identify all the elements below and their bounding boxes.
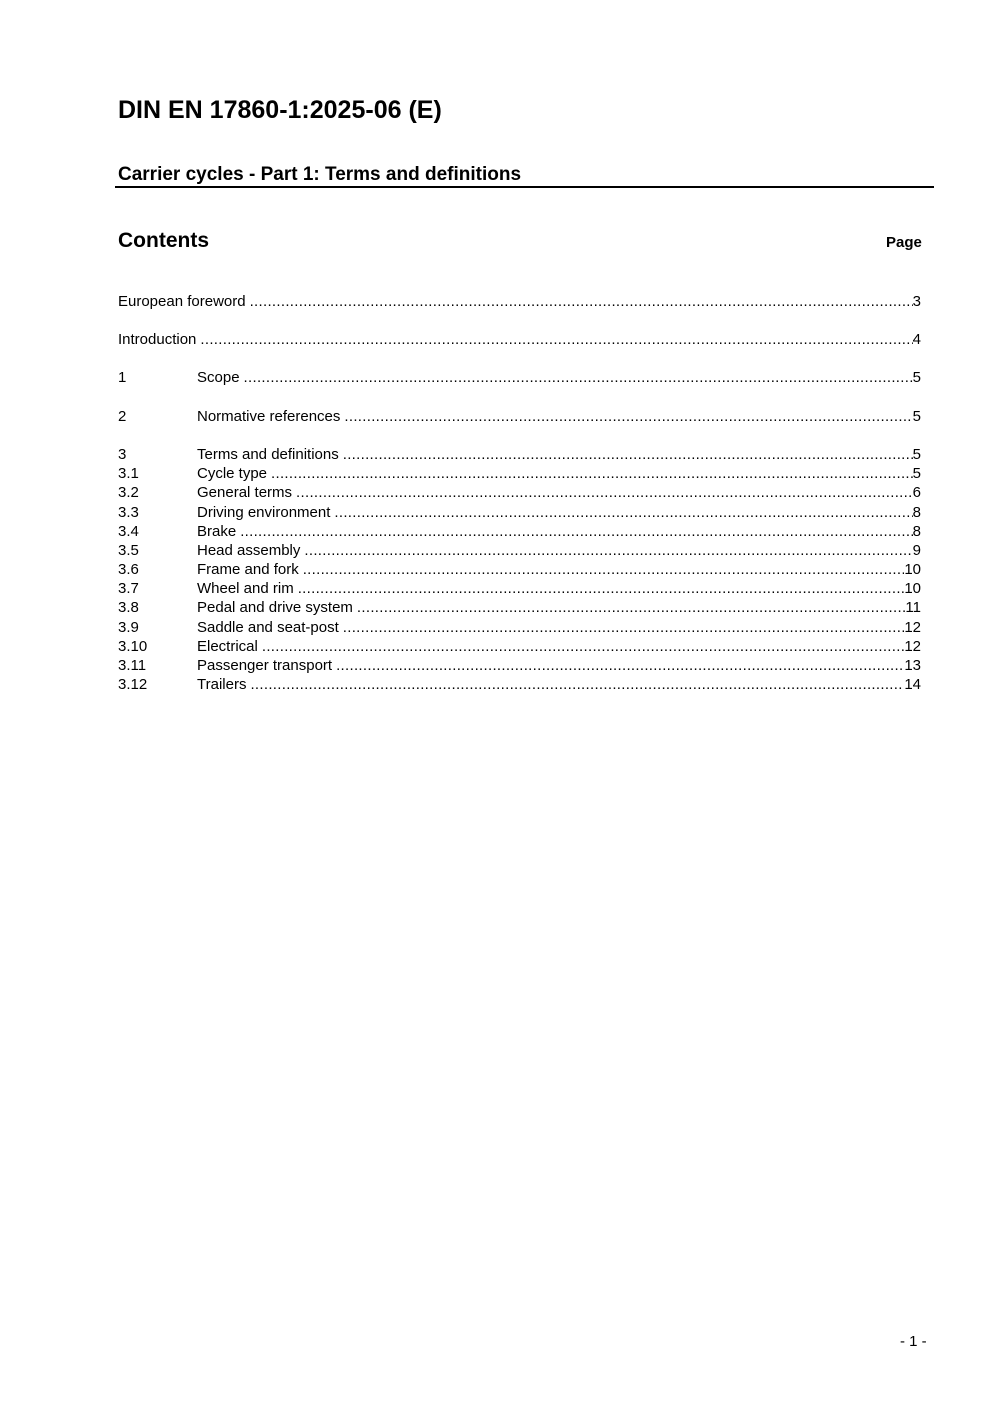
toc-leader-dots xyxy=(357,598,906,617)
toc-entry-page: 10 xyxy=(904,580,921,597)
toc-leader-dots xyxy=(250,675,904,694)
toc-entry-page: 14 xyxy=(904,676,921,693)
toc-entry-saddle-and-seat-post[interactable] xyxy=(118,618,921,637)
toc-entry-electrical[interactable] xyxy=(118,637,921,656)
toc-entry-title: Brake xyxy=(197,523,237,540)
toc-entry-number: 2 xyxy=(118,408,127,425)
toc-entry-page: 5 xyxy=(912,465,921,482)
toc-entry-page: 5 xyxy=(912,446,921,463)
toc-entry-page: 4 xyxy=(912,331,921,348)
toc-entry-title: Introduction xyxy=(118,331,197,348)
toc-entry-page: 12 xyxy=(904,638,921,655)
toc-entry-title: Head assembly xyxy=(197,542,301,559)
toc-entry-number: 3.2 xyxy=(118,484,139,501)
toc-entry-page: 5 xyxy=(912,408,921,425)
toc-entry-title: Terms and definitions xyxy=(197,446,339,463)
toc-entry-number: 3.5 xyxy=(118,542,139,559)
toc-entry-title: Frame and fork xyxy=(197,561,299,578)
toc-entry-driving-environment[interactable] xyxy=(118,503,921,522)
toc-entry-title: Driving environment xyxy=(197,504,331,521)
toc-entry-passenger-transport[interactable] xyxy=(118,656,921,675)
toc-entry-pedal-and-drive-system[interactable] xyxy=(118,598,921,617)
toc-entry-head-assembly[interactable] xyxy=(118,541,921,560)
toc-entry-terms-and-definitions[interactable] xyxy=(118,445,921,464)
toc-entry-introduction[interactable] xyxy=(118,330,921,349)
toc-entry-number: 3.6 xyxy=(118,561,139,578)
toc-entry-title: General terms xyxy=(197,484,293,501)
toc-entry-number: 3.4 xyxy=(118,523,139,540)
toc-entry-title: Passenger transport xyxy=(197,657,333,674)
toc-entry-title: Wheel and rim xyxy=(197,580,294,597)
toc-entry-title: Scope xyxy=(197,369,240,386)
toc-leader-dots xyxy=(244,368,913,387)
toc-leader-dots xyxy=(343,618,905,637)
toc-entry-normative-references[interactable] xyxy=(118,407,921,426)
toc-leader-dots xyxy=(262,637,904,656)
toc-leader-dots xyxy=(296,483,913,502)
toc-entry-scope[interactable] xyxy=(118,368,921,387)
toc-entry-number: 1 xyxy=(118,369,127,386)
toc-leader-dots xyxy=(250,292,913,311)
toc-entry-page: 11 xyxy=(905,599,921,616)
toc-leader-dots xyxy=(334,503,912,522)
toc-entry-number: 3.9 xyxy=(118,619,139,636)
toc-leader-dots xyxy=(298,579,905,598)
toc-entry-page: 8 xyxy=(912,523,921,540)
toc-leader-dots xyxy=(344,407,912,426)
toc-entry-title: Electrical xyxy=(197,638,258,655)
toc-entry-number: 3.12 xyxy=(118,676,148,693)
toc-entry-page: 10 xyxy=(904,561,921,578)
toc-entry-trailers[interactable] xyxy=(118,675,921,694)
toc-entry-title: Saddle and seat-post xyxy=(197,619,339,636)
toc-entry-page: 8 xyxy=(912,504,921,521)
toc-entry-title: Trailers xyxy=(197,676,247,693)
title-rule xyxy=(115,186,934,188)
toc-entry-title: European foreword xyxy=(118,293,246,310)
toc-entry-page: 13 xyxy=(904,657,921,674)
toc-leader-dots xyxy=(200,330,912,349)
toc-entry-page: 3 xyxy=(912,293,921,310)
toc-entry-page: 9 xyxy=(912,542,921,559)
toc-entry-number: 3.3 xyxy=(118,504,139,521)
document-subtitle: Carrier cycles - Part 1: Terms and definitions xyxy=(118,164,522,185)
toc-leader-dots xyxy=(304,541,912,560)
toc-entry-number: 3.8 xyxy=(118,599,139,616)
toc-leader-dots xyxy=(240,522,912,541)
toc-entry-title: Cycle type xyxy=(197,465,268,482)
toc-leader-dots xyxy=(343,445,913,464)
toc-entry-general-terms[interactable] xyxy=(118,483,921,502)
toc-entry-number: 3.11 xyxy=(118,657,147,674)
page-column-heading: Page xyxy=(886,234,922,251)
toc-leader-dots xyxy=(271,464,913,483)
toc-entry-wheel-and-rim[interactable] xyxy=(118,579,921,598)
document-title: DIN EN 17860-1:2025-06 (E) xyxy=(118,96,442,124)
toc-entry-page: 5 xyxy=(912,369,921,386)
toc-entry-cycle-type[interactable] xyxy=(118,464,921,483)
toc-leader-dots xyxy=(336,656,904,675)
toc-entry-frame-and-fork[interactable] xyxy=(118,560,921,579)
toc-leader-dots xyxy=(303,560,905,579)
toc-entry-page: 12 xyxy=(904,619,921,636)
toc-entry-number: 3.1 xyxy=(118,465,139,482)
toc-entry-number: 3.10 xyxy=(118,638,148,655)
page-number: - 1 - xyxy=(900,1333,927,1350)
toc-entry-title: Pedal and drive system xyxy=(197,599,353,616)
toc-entry-page: 6 xyxy=(912,484,921,501)
toc-entry-title: Normative references xyxy=(197,408,341,425)
contents-heading: Contents xyxy=(118,229,209,252)
toc-entry-number: 3 xyxy=(118,446,127,463)
toc-entry-european-foreword[interactable] xyxy=(118,292,921,311)
toc-entry-brake[interactable] xyxy=(118,522,921,541)
toc-entry-number: 3.7 xyxy=(118,580,139,597)
